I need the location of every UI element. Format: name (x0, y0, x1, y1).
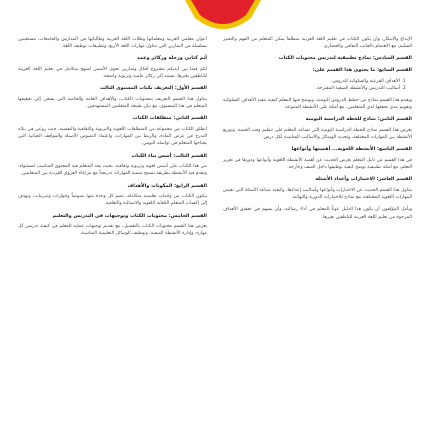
paragraph: بني هذا الكتاب على أسس لغوية وتربوية وثقافية، بحيث يجد المتعلم فيه المحتوى المناسب لمستواه، وتقدم فيه الأنشطة بطريقة تسمح بتنمية المهارات تدريجياً مع مراعاة الفروق الفردية بين المتعلمين. (18, 164, 207, 177)
section-heading: القسم الثامن: نماذج للخطة الدراسية اليومية (305, 116, 412, 123)
section-heading: القسم العاشر: الاختبارات وأعداد الأسئلة (315, 176, 412, 183)
paragraph: يتناول هذا القسم الحديث عن الاختبارات وأنواعها وأساليب إعدادها، وكيفية صياغة الأسئلة التي تقيس المهارات اللغوية المختلفة، مع نماذج للاختبارات الدورية والنهائية. (223, 188, 412, 201)
right-column (18, 36, 207, 424)
section-heading: القسم الثالث: أسس بناء الكتاب (131, 152, 207, 159)
numbered-list (223, 78, 400, 92)
paragraph: في هذا القسم من دليل المعلم يعرض الحديث عن أهمية الأنشطة اللغوية وأنواعها ودورها في تعزيز التعلم، مع أمثلة تطبيقية توضح كيفية توظيفها داخل الصف وخارجه. (223, 158, 412, 171)
list-item: 2. أساليب التدريس والأنشطة الصفية المقترحة. (223, 85, 400, 92)
paragraph: الإبداع والابتكار، وأن يكون الكتاب في تعليم اللغة العربية منطلقاً يمكّن المتعلم من الفهم والتعبير السليم، مع الاهتمام بالجانب الثقافي والحضاري. (223, 37, 412, 50)
section-heading: القسم الثاني: منطلقات الكتاب (132, 115, 207, 122)
paragraph: يعرض هذا القسم محتويات الكتاب بالتفصيل، مع تقديم توجيهات عملية للمعلم في كيفية تدريس كل مهارة، وإدارة الأنشطة الصفية، وتوظيف الوسائل التعليمية المناسبة. (18, 224, 207, 237)
section-heading: القسم الرابع: المكونات والأهداف (127, 182, 207, 189)
paragraph: ويقدم هذا القسم نماذج من خطط الدروس اليومية، ويوضح فيها المعلم كيفية تنفيذ الأهداف السلوكية وتقويم مدى تحققها لدى المتعلمين، مع أمثلة على الأنشطة المتنوعة. (223, 98, 412, 111)
paragraph: يعرض هذا القسم نماذج للخطة الدراسية اليومية التي تساعد المعلم على تنظيم وقت الحصة، وتوزيع الأنشطة بين المهارات المختلفة، وتحديد الوسائل والأساليب المناسبة لكل درس. (223, 128, 412, 141)
section-heading: القسم الأول: التعريف بكتاب المستوى الثالث (100, 85, 207, 92)
crest-logo (185, 0, 261, 34)
section-heading: القسم الخامس: محتويات الكتاب وتوجيهات في التدريس والتعليم (52, 212, 207, 219)
section-heading: القسم التاسع: الأنشطة اللغوية... أهميتها وأنواعها (291, 146, 412, 153)
paragraph: يتكون الكتاب من وحدات تعليمية متكاملة، تضم كل وحدة منها نصوصاً وحوارات وتدريبات، وتهدف إلى إكساب المتعلم الكفاية اللغوية والاتصالية والثقافية. (18, 194, 207, 207)
paragraph: يتناول هذا القسم التعريف بمحتويات الكتاب، والأهداف العامة والخاصة التي يسعى إلى تحقيقها المتعلم في هذا المستوى، مع بيان طبيعة المتعلمين المستهدفين. (18, 97, 207, 110)
left-column (223, 36, 412, 424)
paragraph: ويأمل المؤلفون أن يكون هذا الدليل عوناً للمعلم في أداء رسالته، وأن يسهم في تحقيق الأهداف المرجوة من تعليم اللغة العربية للناطقين بغيرها. (223, 207, 412, 220)
section-heading: أثم كتابي ورحلة وركائز وعمد (137, 55, 207, 62)
paragraph: لكم فيما بين أيديكم مشروع أفكار وتمارين تحوي الأسس لمنهج متكامل في تعليم اللغة العربية للناطقين بغيرها، تستند إلى ركائز علمية وتربوية واضحة. (18, 67, 207, 80)
paragraph: انطلق الكتاب من مجموعة من المنطلقات اللغوية والتربوية والثقافية والنفسية، حيث روعي في بنائه التدرج في عرض المادة، والربط بين المهارات، واعتماد النصوص الأصيلة والمواقف الحياتية التي يحتاجها المتعلم في تواصله اليومي. (18, 127, 207, 147)
section-heading: القسم السادس: نماذج تطبيقية لتدريس محتويات الكتاب (278, 55, 412, 62)
paragraph: أعوان معلمي العربية ومعلماتها وطلاب اللغة العربية وطالباتها في المدارس والجامعات، مستعينين بسلسلة من التمارين التي تتناول مهارات اللغة الأربع، وتطبيقات توظيف اللغة. (18, 37, 207, 50)
list-item: 1. الأهداف الفرعية والسلوكية للدروس. (223, 78, 400, 85)
two-column-text (18, 36, 412, 424)
section-heading: القسم السابع: ما يحتوي هذا القسم على: (312, 67, 412, 73)
